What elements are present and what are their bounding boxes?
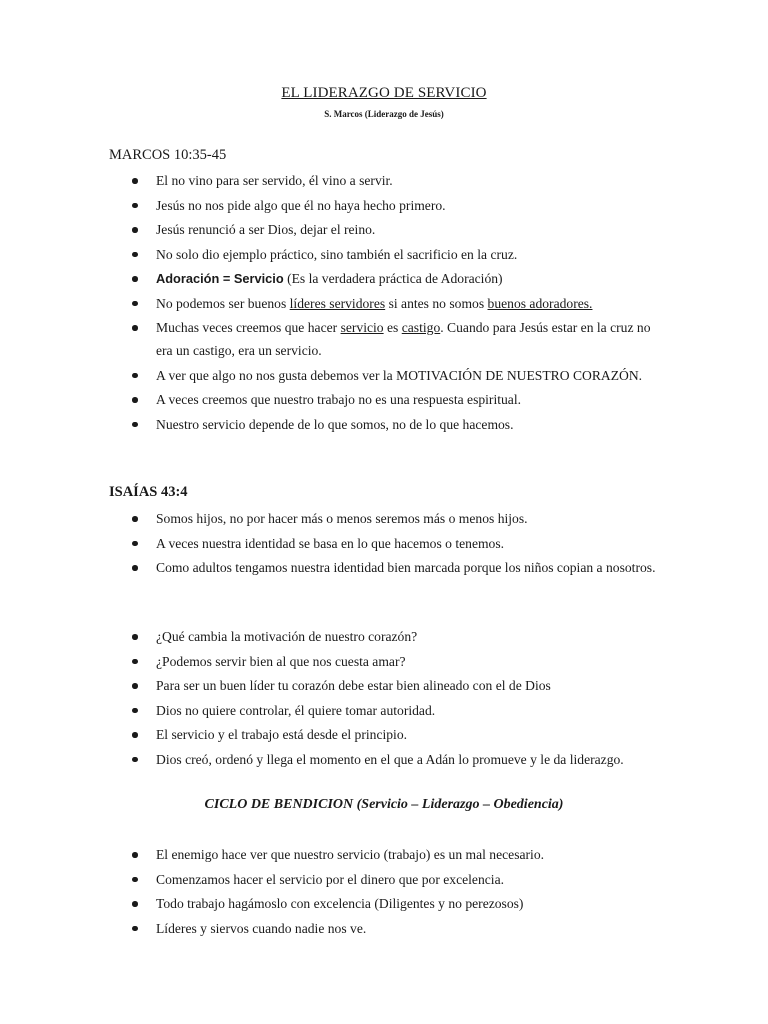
bullet-icon <box>132 634 138 640</box>
bullet-list-isaias <box>0 507 768 581</box>
emphasis-text: Adoración = Servicio <box>156 271 284 286</box>
bullet-list-marcos <box>0 169 768 437</box>
list-item: A veces creemos que nuestro trabajo no es una respuesta espiritual. <box>0 388 768 411</box>
bullet-icon <box>132 373 138 379</box>
list-item: El servicio y el trabajo está desde el principio. <box>0 723 768 746</box>
list-item: El no vino para ser servido, él vino a servir. <box>0 169 768 192</box>
bullet-icon <box>132 683 138 689</box>
list-item: Para ser un buen líder tu corazón debe estar bien alineado con el de Dios <box>0 674 768 697</box>
bullet-icon <box>132 877 138 883</box>
bullet-icon <box>132 397 138 403</box>
bullet-list-questions <box>0 625 768 772</box>
bullet-icon <box>132 422 138 428</box>
list-item: Nuestro servicio depende de lo que somos, no de lo que hacemos. <box>0 413 768 436</box>
list-item: No podemos ser buenos líderes servidores si antes no somos buenos adoradores. <box>0 292 768 315</box>
document-title: EL LIDERAZGO DE SERVICIO <box>281 85 487 101</box>
bullet-icon <box>132 325 138 331</box>
bullet-icon <box>132 178 138 184</box>
bullet-icon <box>132 203 138 209</box>
list-item: Líderes y siervos cuando nadie nos ve. <box>0 917 768 940</box>
list-item: Como adultos tengamos nuestra identidad bien marcada porque los niños copian a nosotros. <box>0 556 768 579</box>
bullet-icon <box>132 541 138 547</box>
bullet-icon <box>132 301 138 307</box>
list-item: Adoración = Servicio (Es la verdadera práctica de Adoración) <box>0 267 768 290</box>
list-item: Somos hijos, no por hacer más o menos seremos más o menos hijos. <box>0 507 768 530</box>
underlined-text: castigo <box>401 320 441 335</box>
bullet-icon <box>132 516 138 522</box>
bullet-icon <box>132 252 138 258</box>
bullet-icon <box>132 659 138 665</box>
list-item: A veces nuestra identidad se basa en lo que hacemos o tenemos. <box>0 532 768 555</box>
bullet-icon <box>132 708 138 714</box>
bullet-icon <box>132 227 138 233</box>
bullet-icon <box>132 926 138 932</box>
list-item: No solo dio ejemplo práctico, sino también el sacrificio en la cruz. <box>0 243 768 266</box>
section-heading-ciclo: CICLO DE BENDICION (Servicio – Liderazgo – Obediencia) <box>204 797 564 812</box>
bullet-list-ciclo <box>0 843 768 941</box>
list-item: El enemigo hace ver que nuestro servicio (trabajo) es un mal necesario. <box>0 843 768 866</box>
bullet-icon <box>132 732 138 738</box>
document-subtitle: S. Marcos (Liderazgo de Jesús) <box>324 109 444 119</box>
list-item: Jesús renunció a ser Dios, dejar el reino. <box>0 218 768 241</box>
bullet-icon <box>132 276 138 282</box>
list-item: Dios creó, ordenó y llega el momento en el que a Adán lo promueve y le da liderazgo. <box>0 748 768 771</box>
list-item: Dios no quiere controlar, él quiere tomar autoridad. <box>0 699 768 722</box>
section-heading-marcos: MARCOS 10:35-45 <box>109 147 227 163</box>
list-item: Comenzamos hacer el servicio por el dinero que por excelencia. <box>0 868 768 891</box>
bullet-icon <box>132 565 138 571</box>
list-item: ¿Qué cambia la motivación de nuestro corazón? <box>0 625 768 648</box>
underlined-text: servicio <box>340 320 384 335</box>
list-item: Muchas veces creemos que hacer servicio es castigo. Cuando para Jesús estar en la cruz no era un castigo, era un servicio. <box>0 316 768 362</box>
bullet-icon <box>132 852 138 858</box>
list-item: Todo trabajo hagámoslo con excelencia (Diligentes y no perezosos) <box>0 892 768 915</box>
underlined-text: líderes servidores <box>289 295 386 311</box>
section-heading-isaias: ISAÍAS 43:4 <box>109 484 188 500</box>
list-item: A ver que algo no nos gusta debemos ver la MOTIVACIÓN DE NUESTRO CORAZÓN. <box>0 364 768 387</box>
list-item: Jesús no nos pide algo que él no haya hecho primero. <box>0 194 768 217</box>
underlined-text: buenos adoradores. <box>487 295 593 311</box>
bullet-icon <box>132 901 138 907</box>
bullet-icon <box>132 757 138 763</box>
list-item: ¿Podemos servir bien al que nos cuesta amar? <box>0 650 768 673</box>
